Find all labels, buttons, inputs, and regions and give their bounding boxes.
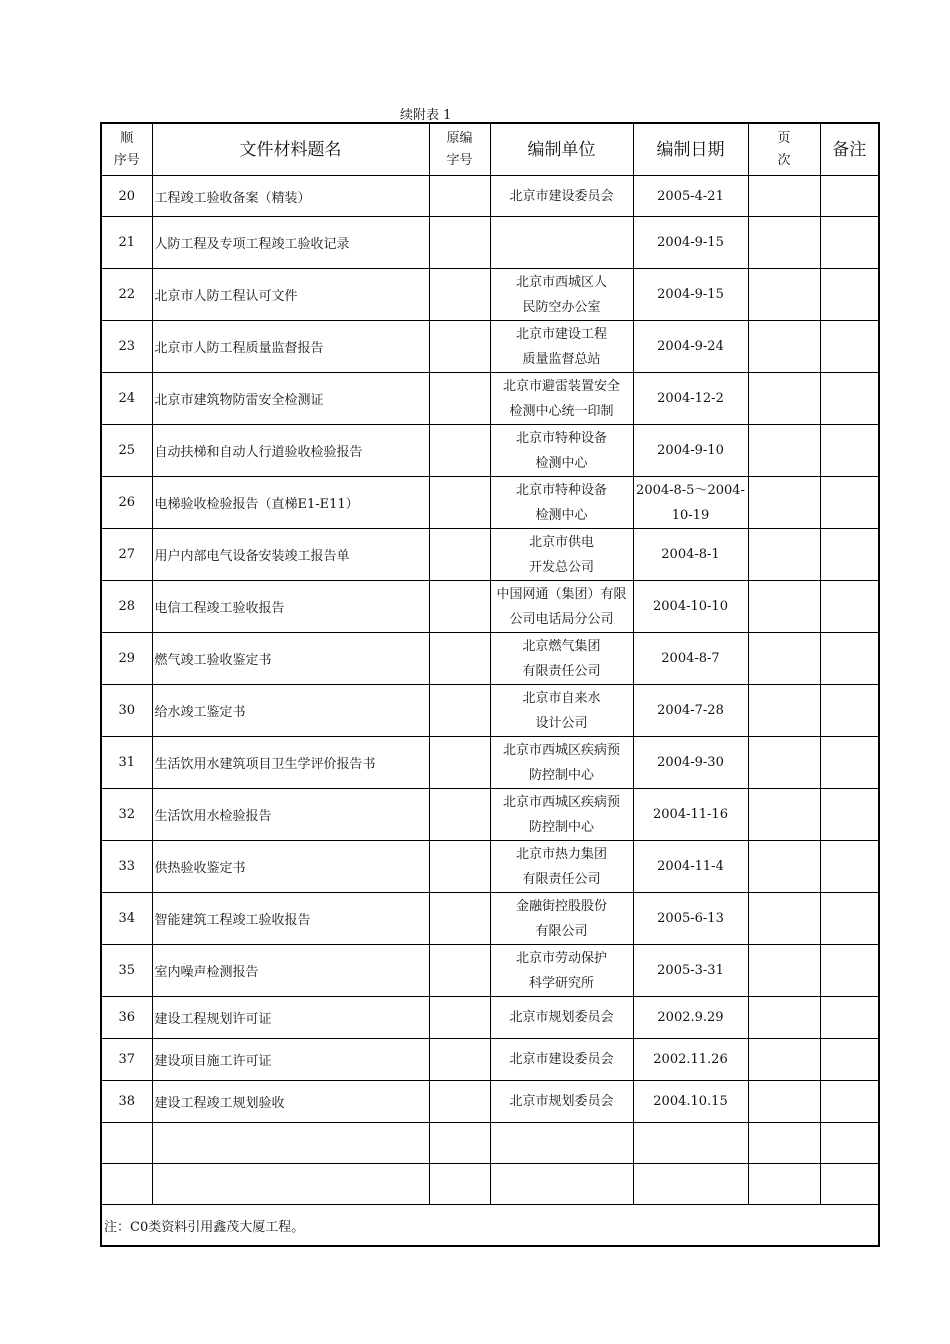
cell-date (633, 1039, 748, 1081)
cell-page (748, 321, 820, 373)
cell-title: 工程竣工验收备案（精装） (152, 176, 429, 217)
cell-title: 给水竣工鉴定书 (152, 685, 429, 737)
cell-seq: 23 (101, 321, 152, 373)
cell-remark (820, 945, 879, 997)
cell-unit-line: 有限责任公司 (522, 871, 601, 887)
cell-orig (429, 529, 490, 581)
cell-unit-line: 北京市热力集团 (515, 846, 607, 862)
cell-unit-line: 开发总公司 (528, 559, 594, 575)
table-row (101, 529, 879, 581)
cell-orig (429, 373, 490, 425)
table-row (101, 893, 879, 945)
empty-cell (429, 1164, 490, 1205)
cell-unit-line: 北京市西城区人 (515, 274, 607, 290)
table-row (101, 321, 879, 373)
empty-cell (101, 1123, 152, 1164)
cell-title: 生活饮用水检验报告 (152, 789, 429, 841)
cell-date (633, 269, 748, 321)
empty-cell (101, 1164, 152, 1205)
cell-unit-line: 北京市特种设备 (515, 482, 607, 498)
cell-seq: 29 (101, 633, 152, 685)
cell-date-line: 2004-9-30 (657, 755, 724, 770)
cell-date (633, 997, 748, 1039)
cell-title: 建设工程竣工规划验收 (152, 1081, 429, 1123)
cell-date-line: 2004-9-15 (657, 287, 724, 302)
cell-unit-line: 检测中心统一印制 (509, 403, 614, 419)
cell-unit (490, 841, 633, 893)
cell-orig (429, 841, 490, 893)
cell-title: 北京市建筑物防雷安全检测证 (152, 373, 429, 425)
cell-remark (820, 477, 879, 529)
cell-seq: 22 (101, 269, 152, 321)
cell-title: 燃气竣工验收鉴定书 (152, 633, 429, 685)
cell-unit (490, 945, 633, 997)
cell-title: 自动扶梯和自动人行道验收检验报告 (152, 425, 429, 477)
cell-page (748, 893, 820, 945)
empty-cell (748, 1164, 820, 1205)
header-orig-line1: 原编 (446, 130, 473, 146)
cell-unit-line: 有限责任公司 (522, 663, 601, 679)
empty-cell (820, 1164, 879, 1205)
cell-date (633, 1081, 748, 1123)
header-remark: 备注 (820, 123, 879, 176)
cell-seq: 26 (101, 477, 152, 529)
header-page-line2: 次 (777, 152, 791, 168)
cell-remark (820, 529, 879, 581)
cell-seq: 21 (101, 217, 152, 269)
cell-date (633, 477, 748, 529)
cell-date (633, 581, 748, 633)
cell-unit-line: 北京市西城区疾病预 (502, 742, 620, 758)
empty-row (101, 1164, 879, 1205)
cell-date (633, 633, 748, 685)
table-row (101, 685, 879, 737)
cell-seq: 30 (101, 685, 152, 737)
cell-unit (490, 789, 633, 841)
cell-unit-line: 检测中心 (535, 507, 588, 523)
cell-unit-line: 北京市建设工程 (515, 326, 607, 342)
cell-title: 北京市人防工程质量监督报告 (152, 321, 429, 373)
cell-seq: 38 (101, 1081, 152, 1123)
empty-cell (633, 1123, 748, 1164)
cell-unit-line: 北京市避雷装置安全 (502, 378, 620, 394)
note-text: 注：C0类资料引用鑫茂大厦工程。 (101, 1205, 879, 1247)
cell-unit-line: 北京市规划委员会 (509, 1010, 614, 1025)
cell-page (748, 737, 820, 789)
cell-unit (490, 581, 633, 633)
cell-title: 电梯验收检验报告（直梯E1-E11） (152, 477, 429, 529)
cell-date (633, 529, 748, 581)
table-row (101, 945, 879, 997)
cell-page (748, 529, 820, 581)
cell-unit (490, 685, 633, 737)
cell-title: 建设工程规划许可证 (152, 997, 429, 1039)
empty-cell (490, 1123, 633, 1164)
cell-page (748, 269, 820, 321)
cell-title: 电信工程竣工验收报告 (152, 581, 429, 633)
cell-page (748, 373, 820, 425)
cell-orig (429, 176, 490, 217)
table-row (101, 997, 879, 1039)
cell-remark (820, 176, 879, 217)
cell-unit (490, 997, 633, 1039)
cell-date-line: 2002.9.29 (657, 1010, 724, 1025)
cell-orig (429, 633, 490, 685)
cell-unit-line: 公司电话局分公司 (509, 611, 614, 627)
cell-title: 生活饮用水建筑项目卫生学评价报告书 (152, 737, 429, 789)
table-row (101, 373, 879, 425)
cell-date-line: 2005-6-13 (657, 911, 724, 926)
cell-page (748, 841, 820, 893)
header-seq (101, 123, 152, 176)
empty-cell (152, 1164, 429, 1205)
cell-remark (820, 841, 879, 893)
empty-cell (748, 1123, 820, 1164)
cell-orig (429, 477, 490, 529)
cell-title: 用户内部电气设备安装竣工报告单 (152, 529, 429, 581)
cell-page (748, 477, 820, 529)
cell-orig (429, 997, 490, 1039)
cell-date-line: 2004-11-16 (653, 807, 728, 822)
cell-date-line: 2004-12-2 (657, 391, 724, 406)
cell-remark (820, 685, 879, 737)
cell-orig (429, 581, 490, 633)
cell-unit-line: 检测中心 (535, 455, 588, 471)
cell-unit (490, 217, 633, 269)
cell-unit-line: 有限公司 (535, 923, 588, 939)
cell-date (633, 321, 748, 373)
table-row (101, 1039, 879, 1081)
cell-orig (429, 893, 490, 945)
cell-remark (820, 269, 879, 321)
cell-page (748, 685, 820, 737)
cell-unit-line: 金融街控股股份 (515, 898, 607, 914)
cell-date-line: 2004-9-15 (657, 235, 724, 250)
table-row (101, 737, 879, 789)
table-row (101, 841, 879, 893)
cell-seq: 32 (101, 789, 152, 841)
cell-page (748, 176, 820, 217)
cell-title: 供热验收鉴定书 (152, 841, 429, 893)
cell-seq: 36 (101, 997, 152, 1039)
table-row (101, 269, 879, 321)
cell-unit-line: 防控制中心 (528, 767, 594, 783)
cell-remark (820, 425, 879, 477)
cell-page (748, 633, 820, 685)
cell-remark (820, 217, 879, 269)
cell-date-line: 2004-11-4 (657, 859, 724, 874)
cell-page (748, 997, 820, 1039)
header-seq-line2: 序号 (113, 152, 140, 168)
empty-cell (152, 1123, 429, 1164)
cell-unit (490, 425, 633, 477)
header-date: 编制日期 (633, 123, 748, 176)
table-row (101, 1081, 879, 1123)
cell-title: 北京市人防工程认可文件 (152, 269, 429, 321)
header-unit: 编制单位 (490, 123, 633, 176)
cell-unit-line: 北京燃气集团 (522, 638, 601, 654)
header-title: 文件材料题名 (152, 123, 429, 176)
cell-unit (490, 269, 633, 321)
cell-date-line: 2004-9-24 (657, 339, 724, 354)
table-row (101, 789, 879, 841)
cell-unit (490, 373, 633, 425)
cell-date (633, 373, 748, 425)
cell-unit (490, 1081, 633, 1123)
header-page (748, 123, 820, 176)
cell-orig (429, 1039, 490, 1081)
empty-row (101, 1123, 879, 1164)
cell-unit-line: 北京市自来水 (522, 690, 601, 706)
cell-unit-line: 质量监督总站 (522, 351, 601, 367)
cell-seq: 34 (101, 893, 152, 945)
cell-unit-line: 中国网通（集团）有限 (496, 586, 627, 602)
cell-unit-line: 科学研究所 (528, 975, 594, 991)
cell-unit (490, 737, 633, 789)
cell-seq: 37 (101, 1039, 152, 1081)
cell-unit-line: 北京市规划委员会 (509, 1094, 614, 1109)
cell-remark (820, 321, 879, 373)
cell-orig (429, 321, 490, 373)
cell-seq: 33 (101, 841, 152, 893)
cell-date (633, 841, 748, 893)
header-orig-line2: 字号 (446, 152, 473, 168)
cell-title: 人防工程及专项工程竣工验收记录 (152, 217, 429, 269)
cell-date-line: 2004.10.15 (653, 1094, 728, 1109)
cell-seq: 20 (101, 176, 152, 217)
cell-unit-line: 北京市劳动保护 (515, 950, 607, 966)
cell-date-line: 2005-4-21 (657, 188, 724, 204)
cell-page (748, 945, 820, 997)
header-page-line1: 页 (777, 130, 791, 146)
cell-date-line: 2005-3-31 (657, 963, 724, 978)
cell-seq: 31 (101, 737, 152, 789)
cell-unit (490, 477, 633, 529)
table-row (101, 477, 879, 529)
cell-unit-line: 防控制中心 (528, 819, 594, 835)
cell-unit (490, 893, 633, 945)
cell-date-line: 10-19 (671, 507, 710, 523)
cell-date-line: 2002.11.26 (653, 1052, 728, 1067)
cell-date-line: 2004-8-5～2004- (636, 482, 745, 498)
cell-unit (490, 176, 633, 217)
cell-title: 室内噪声检测报告 (152, 945, 429, 997)
cell-title: 智能建筑工程竣工验收报告 (152, 893, 429, 945)
cell-date (633, 945, 748, 997)
cell-unit (490, 1039, 633, 1081)
cell-date (633, 893, 748, 945)
cell-page (748, 789, 820, 841)
cell-date (633, 737, 748, 789)
cell-date (633, 217, 748, 269)
cell-date (633, 789, 748, 841)
cell-orig (429, 685, 490, 737)
table-row (101, 217, 879, 269)
cell-page (748, 425, 820, 477)
cell-orig (429, 425, 490, 477)
cell-orig (429, 945, 490, 997)
cell-remark (820, 633, 879, 685)
cell-page (748, 1081, 820, 1123)
cell-date-line: 2004-8-1 (661, 547, 720, 562)
archive-file-table (100, 122, 880, 1247)
cell-unit-line: 北京市建设委员会 (509, 1052, 614, 1067)
table-row (101, 425, 879, 477)
cell-remark (820, 893, 879, 945)
table-header-row (101, 123, 879, 176)
cell-page (748, 581, 820, 633)
cell-remark (820, 1039, 879, 1081)
empty-cell (490, 1164, 633, 1205)
cell-orig (429, 217, 490, 269)
header-orig (429, 123, 490, 176)
cell-unit-line: 北京市供电 (528, 534, 594, 550)
cell-remark (820, 373, 879, 425)
cell-orig (429, 737, 490, 789)
empty-cell (429, 1123, 490, 1164)
cell-title: 建设项目施工许可证 (152, 1039, 429, 1081)
cell-unit-line: 北京市西城区疾病预 (502, 794, 620, 810)
cell-unit-line: 北京市建设委员会 (509, 188, 614, 204)
table-row (101, 176, 879, 217)
cell-seq: 27 (101, 529, 152, 581)
cell-remark (820, 581, 879, 633)
cell-date (633, 425, 748, 477)
cell-date-line: 2004-7-28 (657, 703, 724, 718)
cell-orig (429, 789, 490, 841)
empty-cell (820, 1123, 879, 1164)
cell-unit-line: 民防空办公室 (522, 299, 601, 315)
cell-date-line: 2004-10-10 (653, 599, 728, 614)
cell-date (633, 685, 748, 737)
cell-page (748, 217, 820, 269)
cell-seq: 28 (101, 581, 152, 633)
cell-remark (820, 789, 879, 841)
cell-unit-line: 设计公司 (535, 715, 588, 731)
cell-unit-line: 北京市特种设备 (515, 430, 607, 446)
cell-seq: 25 (101, 425, 152, 477)
cell-page (748, 1039, 820, 1081)
cell-remark (820, 737, 879, 789)
cell-date-line: 2004-8-7 (661, 651, 720, 666)
cell-orig (429, 1081, 490, 1123)
cell-unit (490, 529, 633, 581)
cell-unit (490, 321, 633, 373)
table-row (101, 633, 879, 685)
cell-orig (429, 269, 490, 321)
header-seq-line1: 顺 (120, 130, 134, 146)
cell-remark (820, 1081, 879, 1123)
cell-date (633, 176, 748, 217)
table-row (101, 581, 879, 633)
empty-cell (633, 1164, 748, 1205)
cell-remark (820, 997, 879, 1039)
cell-date-line: 2004-9-10 (657, 443, 724, 458)
table-caption: 续附表 1 (400, 108, 452, 123)
cell-unit (490, 633, 633, 685)
note-row (101, 1205, 879, 1247)
cell-seq: 24 (101, 373, 152, 425)
cell-seq: 35 (101, 945, 152, 997)
